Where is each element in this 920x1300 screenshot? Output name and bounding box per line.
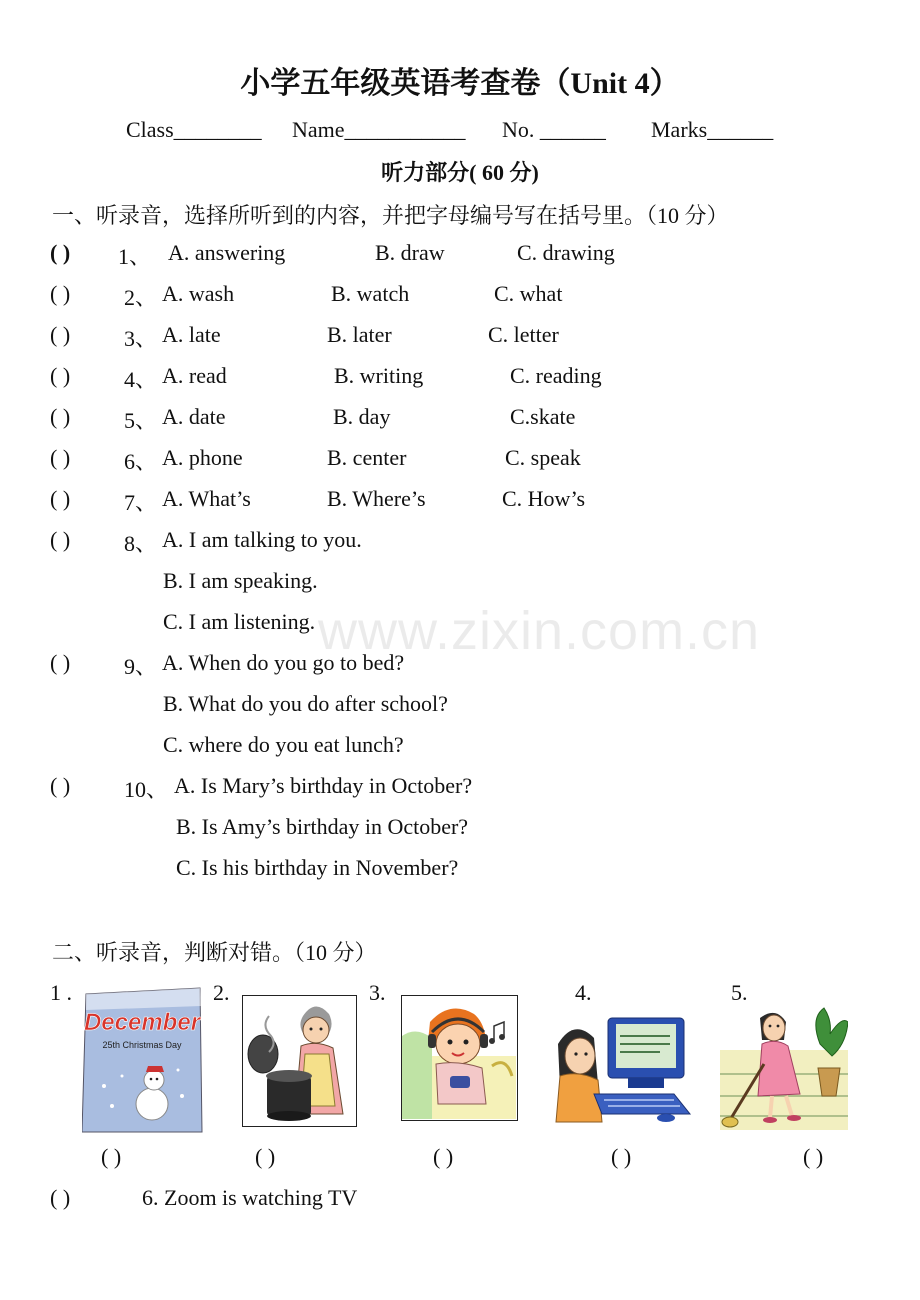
question-number: 4、 <box>124 367 158 392</box>
answer-paren[interactable]: ( ) <box>50 281 71 306</box>
calendar-month: December <box>83 1009 201 1036</box>
option-a: A. I am talking to you. <box>162 527 362 552</box>
option-b: B. I am speaking. <box>163 568 318 593</box>
option-c: C. Is his birthday in November? <box>176 855 459 880</box>
option-b: B. Where’s <box>327 486 426 511</box>
option-c: C. letter <box>488 322 559 347</box>
picture-number: 1 . <box>50 980 72 1005</box>
picture-answer-paren[interactable]: ( ) <box>803 1144 824 1169</box>
answer-paren[interactable]: ( ) <box>50 404 71 429</box>
option-b: B. writing <box>334 363 424 388</box>
picture-number: 2. <box>213 980 230 1005</box>
cooking-picture <box>242 995 357 1127</box>
page-title: 小学五年级英语考查卷（Unit 4） <box>240 67 680 100</box>
picture-number: 5. <box>731 980 748 1005</box>
option-b: B. center <box>327 445 407 470</box>
question-number: 8、 <box>124 531 158 556</box>
option-a: A. answering <box>168 240 286 265</box>
option-b: B. What do you do after school? <box>163 691 448 716</box>
option-c: C. How’s <box>502 486 586 511</box>
name-field[interactable]: Name___________ <box>292 117 466 142</box>
picture-answer-paren[interactable]: ( ) <box>255 1144 276 1169</box>
option-c: C. reading <box>510 363 602 388</box>
answer-paren[interactable]: ( ) <box>50 445 71 470</box>
calendar-note: 25th Christmas Day <box>102 1040 182 1050</box>
answer-paren[interactable]: ( ) <box>50 322 71 347</box>
answer-paren[interactable]: ( ) <box>50 1185 71 1210</box>
picture-answer-paren[interactable]: ( ) <box>101 1144 122 1169</box>
sweeping-picture <box>720 1004 848 1130</box>
option-b: B. day <box>333 404 391 429</box>
option-c: C.skate <box>510 404 576 429</box>
option-c: C. speak <box>505 445 581 470</box>
option-a: A. date <box>162 404 226 429</box>
option-b: B. Is Amy’s birthday in October? <box>176 814 469 839</box>
option-a: A. What’s <box>162 486 251 511</box>
picture-number: 3. <box>369 980 386 1005</box>
option-a: A. wash <box>162 281 235 306</box>
question-number: 7、 <box>124 490 158 515</box>
option-b: B. watch <box>331 281 410 306</box>
number-field[interactable]: No. ______ <box>502 117 606 142</box>
section2-heading: 二、听录音，判断对错。（10 分） <box>52 940 377 965</box>
option-a: A. Is Mary’s birthday in October? <box>174 773 473 798</box>
picture-answer-paren[interactable]: ( ) <box>433 1144 454 1169</box>
option-c: C. I am listening. <box>163 609 316 634</box>
option-a: A. When do you go to bed? <box>162 650 405 675</box>
option-c: C. what <box>494 281 563 306</box>
answer-paren[interactable]: ( ) <box>50 486 71 511</box>
answer-paren[interactable]: ( ) <box>50 240 71 265</box>
question-number: 10、 <box>124 777 169 802</box>
calendar-picture <box>82 986 204 1134</box>
question-number: 6、 <box>124 449 158 474</box>
answer-paren[interactable]: ( ) <box>50 650 71 675</box>
computer-picture <box>554 1014 696 1124</box>
option-a: A. phone <box>162 445 243 470</box>
section1-heading: 一、听录音，选择所听到的内容，并把字母编号写在括号里。（10 分） <box>52 203 729 228</box>
question-number: 1、 <box>118 244 152 269</box>
statement-text: 6. Zoom is watching TV <box>142 1185 358 1210</box>
option-a: A. read <box>162 363 227 388</box>
question-number: 2、 <box>124 285 158 310</box>
watermark: www.zixin.com.cn <box>318 601 761 661</box>
picture-number: 4. <box>575 980 592 1005</box>
option-b: B. draw <box>375 240 445 265</box>
answer-paren[interactable]: ( ) <box>50 773 71 798</box>
answer-paren[interactable]: ( ) <box>50 527 71 552</box>
option-c: C. drawing <box>517 240 615 265</box>
picture-answer-paren[interactable]: ( ) <box>611 1144 632 1169</box>
class-field[interactable]: Class________ <box>126 117 262 142</box>
listening-picture <box>401 995 518 1121</box>
option-b: B. later <box>327 322 392 347</box>
option-a: A. late <box>162 322 221 347</box>
question-number: 5、 <box>124 408 158 433</box>
section-subtitle: 听力部分( 60 分) <box>381 160 539 185</box>
marks-field[interactable]: Marks______ <box>651 117 774 142</box>
question-number: 9、 <box>124 654 158 679</box>
option-c: C. where do you eat lunch? <box>163 732 404 757</box>
question-number: 3、 <box>124 326 158 351</box>
answer-paren[interactable]: ( ) <box>50 363 71 388</box>
